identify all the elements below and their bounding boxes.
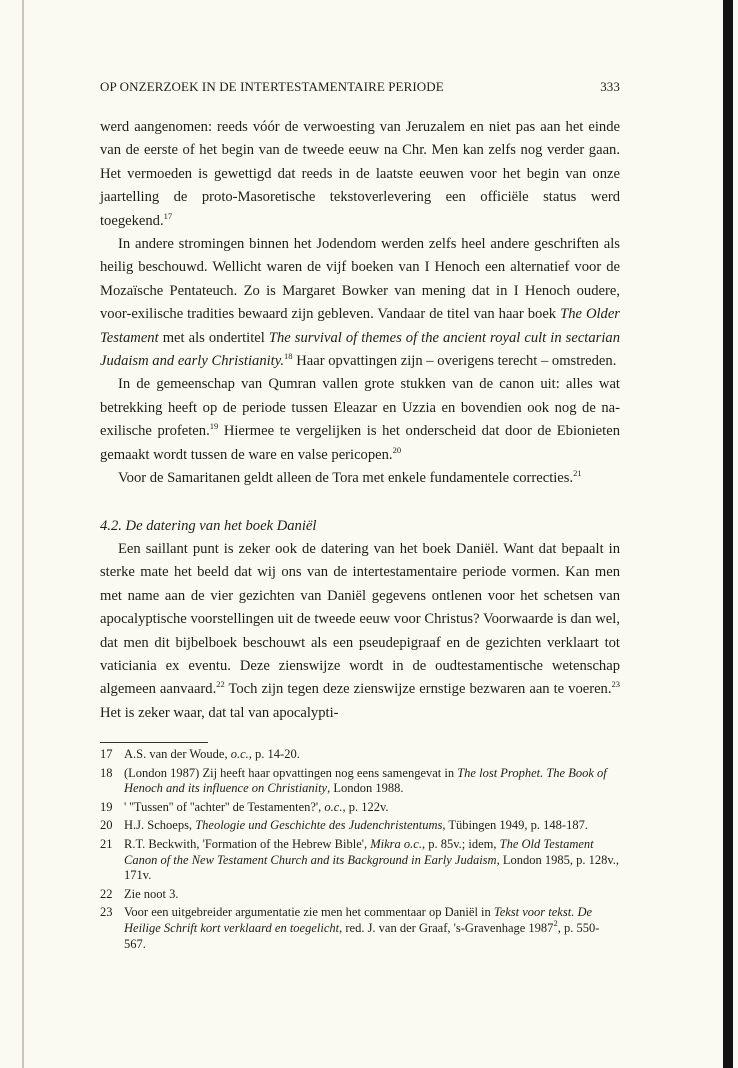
footnote-ref: 20 (392, 444, 402, 455)
footnote-ref: 23 (611, 679, 620, 690)
main-text (100, 116, 620, 725)
book-title: The Older Testament (100, 306, 620, 346)
page-right-edge (723, 0, 733, 1068)
page-left-edge (22, 0, 24, 1068)
footnotes (100, 744, 620, 952)
book-subtitle: The survival of themes of the ancient royal cult in sectarian Judaism and early Christianity. (100, 329, 620, 370)
footnote-22: 22 Zie noot 3. (100, 886, 179, 901)
footnote-17: 17 A.S. van der Woude, o.c., p. 14-20. (100, 747, 300, 761)
paragraph: Een saillant punt is zeker ook de datering van het boek Daniël. Want dat bepaalt in sterke mate het beeld dat wij ons van de intertestamentaire periode vormen. Kan men met name aan de vier gezichten van Daniël gegevens ontlenen voor het schetsen van apocalyptische voorstellingen uit de tweede eeuw voor Christus? Voorwaarde is dan wel, dat men dit bijbelboek beschouwt als een pseudepigraaf en de gezichten verklaart tot vaticiania ex eventu. Deze zienswijze wordt in de oudtestamentische wetenschap algemeen aanvaard.$^{22}$ Toch zijn tegen deze zienswijze ernstige bezwaren aan te voeren.$^{23}$ Het is zeker waar, dat tal van apocalypti- (100, 540, 620, 721)
footnote-ref: 21 (573, 468, 582, 479)
running-header (100, 79, 620, 99)
paragraph: In de gemeenschap van Qumran vallen grote stukken van de canon uit: alles wat betrekking heeft op de periode tussen Eleazar en Uzzia en bovendien ook nog de na-exilische profeten.$^{19}$ Hiermee te vergelijken is het onderscheid dat door de Ebionieten gemaakt wordt tussen de ware en valse pericopen.$^{20}$ (100, 376, 620, 463)
footnote-ref: 17 (163, 210, 173, 221)
footnote-18: 18 (London 1987) Zij heeft haar opvattingen nog eens samengevat in The lost Prophet. The Book of Henoch and its influence on Christianity, London 1988. (100, 765, 607, 796)
footnote-20: 20 H.J. Schoeps, Theologie und Geschichte des Judenchristentums, Tübingen 1949, p. 148-187. (100, 818, 588, 833)
footnote-19: 19 ' ''Tussen'' of ''achter'' de Testamenten?', o.c., p. 122v. (100, 799, 389, 814)
footnote-21: 21 R.T. Beckwith, 'Formation of the Hebrew Bible', Mikra o.c., p. 85v.; idem, The Old Testament Canon of the New Testament Church and its Background in Early Judaism, London 1985, p. 128v., 171v. (100, 836, 620, 883)
running-title: OP ONZERZOEK IN DE INTERTESTAMENTAIRE PERIODE (100, 79, 444, 94)
footnote-23: 23 Voor een uitgebreider argumentatie zie men het commentaar op Daniël in Tekst voor tekst. De Heilige Schrift kort verklaard en toegelicht, red. J. van der Graaf, 's-Gravenhage 1987$^2$, p. 550-567. (100, 905, 600, 951)
section-heading: 4.2. De datering van het boek Daniël (100, 517, 317, 534)
footnote-rule (100, 742, 208, 743)
paragraph: Voor de Samaritanen geldt alleen de Tora met enkele fundamentele correcties.$^{21}$ (118, 468, 582, 487)
paragraph: In andere stromingen binnen het Jodendom werden zelfs heel andere geschriften als heilig beschouwd. Wellicht waren de vijf boeken van I Henoch een alternatief voor de Mozaïsche Pentateuch. Zo is Margaret Bowker van mening dat in I Henoch oudere, voor-exilische tradities bewaard zijn gebleven. Vandaar de titel van haar boek The Older Testament met als ondertitel The survival of themes of the ancient royal cult in sectarian Judaism and early Christianity.$^{18}$ Haar opvattingen zijn – overigens terecht – omstreden. (100, 236, 620, 370)
paragraph: werd aangenomen: reeds vóór de verwoesting van Jeruzalem en niet pas aan het einde van de eerste of het begin van de tweede eeuw na Chr. Men kan zelfs nog verder gaan. Het vermoeden is gewettigd dat reeds in de laatste eeuwen voor het begin van onze jaartelling de proto-Masoretische tekstoverlevering een officiële status werd toegekend.$^{17}$ (100, 119, 620, 229)
footnote-ref: 22 (216, 679, 225, 690)
page-number: 333 (600, 79, 620, 94)
footnote-ref: 18 (284, 351, 293, 362)
footnote-ref: 19 (209, 421, 219, 432)
